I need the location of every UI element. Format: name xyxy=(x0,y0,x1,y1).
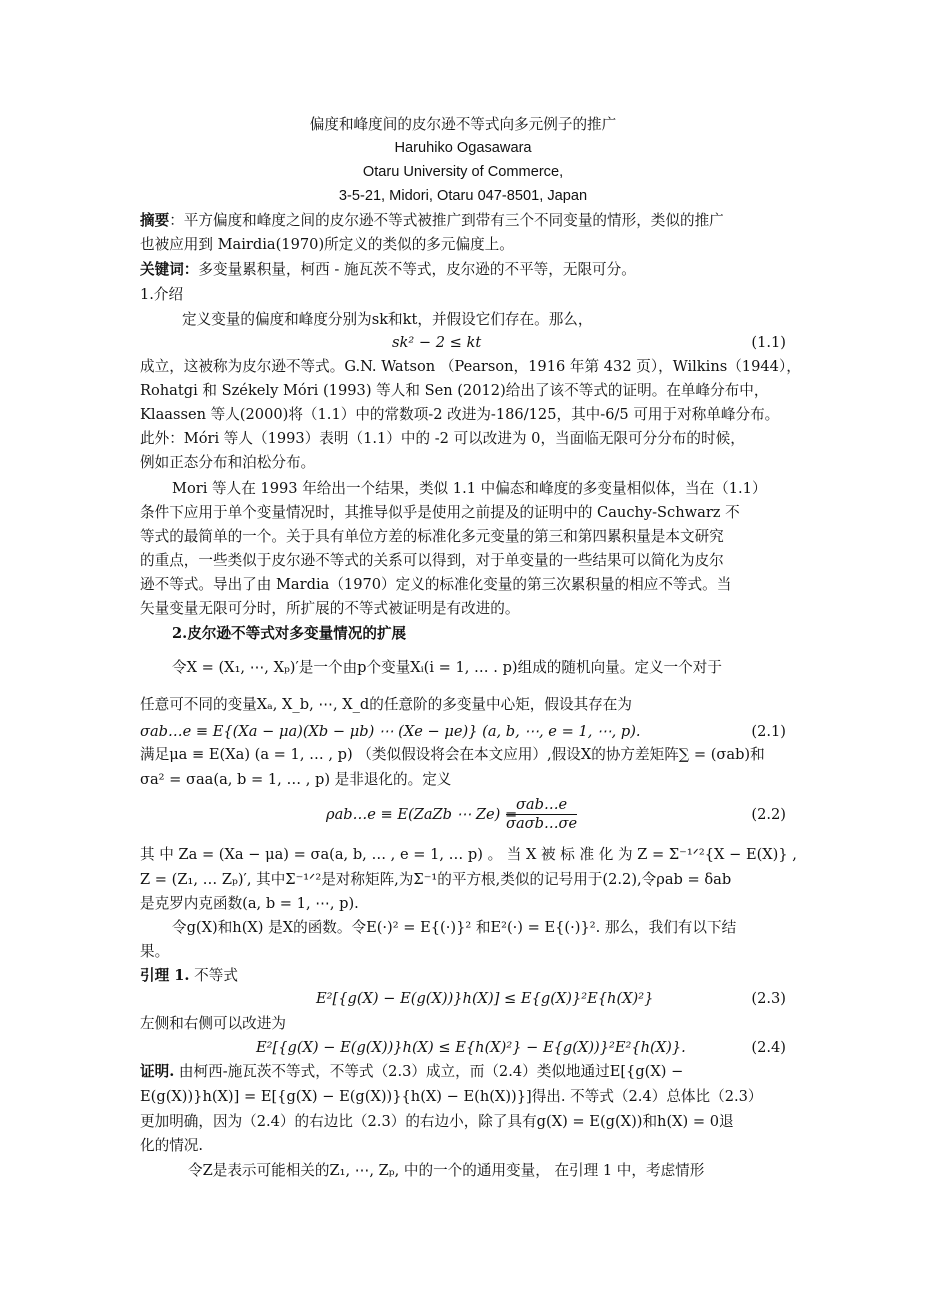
equation-2-1-number: (2.1) xyxy=(751,723,786,740)
lemma-1-label: 引理 1. xyxy=(140,967,190,984)
keywords-label: 关键词： xyxy=(140,261,199,278)
equation-2-4-number: (2.4) xyxy=(751,1039,786,1056)
lemma-1-text: 不等式 xyxy=(189,967,238,984)
s2-line-1: 令X = (X₁, ⋯, Xₚ)′是一个由p个变量Xᵢ(i = 1, … . p)组成的随机向量。定义一个对于 xyxy=(172,659,722,676)
proof-line-4: 化的情况. xyxy=(140,1137,204,1154)
equation-2-3-body: E²[{g(X) − E(g(X))}h(X)] ≤ E{g(X)}²E{h(X)²} xyxy=(316,990,654,1007)
proof-line-1 xyxy=(140,1061,786,1083)
abstract-text-1: ：平方偏度和峰度之间的皮尔逊不等式被推广到带有三个不同变量的情形，类似的推广 xyxy=(169,212,724,229)
equation-2-2-denominator: σaσb…σe xyxy=(506,815,578,832)
proof-label: 证明. xyxy=(140,1063,175,1080)
equation-2-1-body: σab…e ≡ E{(Xa − μa)(Xb − μb) ⋯ (Xe − μe)} (a, b, ⋯, e = 1, ⋯, p). xyxy=(140,723,641,740)
keywords-line xyxy=(140,259,786,281)
section-1-heading: 1.介绍 xyxy=(140,286,184,303)
equation-2-2-lhs: ρab…e ≡ E(ZaZb ⋯ Ze) = xyxy=(326,806,518,823)
s1-p2-line-1: Mori 等人在 1993 年给出一个结果，类似 1.1 中偏态和峰度的多变量相似体，当在（1.1） xyxy=(172,480,767,497)
affiliation: Otaru University of Commerce, xyxy=(362,164,564,180)
equation-2-4-body: E²[{g(X) − E(g(X))}h(X) ≤ E{h(X)²} − E{g(X))}²E²{h(X)}. xyxy=(256,1039,686,1056)
s1-p2-line-3: 等式的最简单的一个。关于具有单位方差的标准化多元变量的第三和第四累积量是本文研究 xyxy=(140,528,724,545)
abstract-label: 摘要 xyxy=(140,212,170,229)
s1-p2-line-6: 矢量变量无限可分时，所扩展的不等式被证明是有改进的。 xyxy=(140,600,520,617)
equation-1-1-body: sk² − 2 ≤ kt xyxy=(392,334,482,351)
equation-1-1-number: (1.1) xyxy=(751,334,786,351)
s1-p1-line-6: 例如正态分布和泊松分布。 xyxy=(140,454,316,471)
s2-line-8: 令g(X)和h(X) 是X的函数。令E(·)² = E{(·)}² 和E²(·) = E{(·)}². 那么，我们有以下结 xyxy=(172,919,737,936)
s1-p2-line-2: 条件下应用于单个变量情况时，其推导似乎是使用之前提及的证明中的 Cauchy-Schwarz 不 xyxy=(140,504,740,521)
abstract-line-2: 也被应用到 Mairdia(1970)所定义的类似的多元偏度上。 xyxy=(140,236,514,253)
section-2-heading: 2.皮尔逊不等式对多变量情况的扩展 xyxy=(172,625,407,642)
lemma-1-between: 左侧和右侧可以改进为 xyxy=(140,1015,286,1032)
s2-line-2: 任意可不同的变量Xₐ, X_b, ⋯, X_d的任意阶的多变量中心矩，假设其存在为 xyxy=(140,696,632,713)
s1-p1-line-1: 定义变量的偏度和峰度分别为sk和kt，并假设它们存在。那么， xyxy=(182,311,593,328)
s2-line-9: 果。 xyxy=(140,943,170,960)
equation-2-2-number: (2.2) xyxy=(751,806,786,823)
proof-line-3: 更加明确，因为（2.4）的右边比（2.3）的右边小，除了具有g(X) = E(g(X))和h(X) = 0退 xyxy=(140,1113,734,1130)
keywords-text: 多变量累积量，柯西 - 施瓦茨不等式，皮尔逊的不平等，无限可分。 xyxy=(198,261,636,278)
equation-2-2-numerator: σab…e xyxy=(506,796,577,815)
s1-p1-line-2: 成立，这被称为皮尔逊不等式。G.N. Watson （Pearson，1916 年第 432 页），Wilkins（1944）， xyxy=(140,358,801,375)
address: 3-5-21, Midori, Otaru 047-8501, Japan xyxy=(338,188,588,204)
proof-text-1: 由柯西-施瓦茨不等式，不等式（2.3）成立，而（2.4）类似地通过E[{g(X) − xyxy=(174,1063,684,1080)
s2-line-5: 其 中 Za = (Xa − μa) = σa(a, b, … , e = 1, … p) 。 当 X 被 标 准 化 为 Z = Σ⁻¹ᐟ²{X − E(X)} , xyxy=(140,846,797,863)
lemma-1-line xyxy=(140,965,786,987)
s1-p1-line-5: 此外：Móri 等人（1993）表明（1.1）中的 -2 可以改进为 0，当面临无限可分分布的时候， xyxy=(140,430,745,447)
proof-line-5: 令Z是表示可能相关的Z₁, ⋯, Zₚ, 中的一个的通用变量， 在引理 1 中，考虑情形 xyxy=(188,1162,705,1179)
equation-2-2-fraction xyxy=(506,796,577,833)
paper-title: 偏度和峰度间的皮尔逊不等式向多元例子的推广 xyxy=(309,116,617,133)
s2-line-7: 是克罗内克函数(a, b = 1, ⋯, p). xyxy=(140,895,359,912)
author-name: Haruhiko Ogasawara xyxy=(394,140,532,156)
s2-line-4: σa² = σaa(a, b = 1, … , p) 是非退化的。定义 xyxy=(140,771,452,788)
proof-line-2: E(g(X))}h(X)] = E[{g(X) − E(g(X))}{h(X) − E(h(X))}]得出. 不等式（2.4）总体比（2.3） xyxy=(140,1088,763,1105)
s1-p2-line-4: 的重点，一些类似于皮尔逊不等式的关系可以得到，对于单变量的一些结果可以简化为皮尔 xyxy=(140,552,724,569)
s1-p2-line-5: 逊不等式。导出了由 Mardia（1970）定义的标准化变量的第三次累积量的相应不等式。当 xyxy=(140,576,732,593)
s2-line-3: 满足μa ≡ E(Xa) (a = 1, … , p) （类似假设将会在本文应用）,假设X的协方差矩阵∑ = (σab)和 xyxy=(140,746,765,763)
s1-p1-line-3: Rohatgi 和 Székely Móri (1993) 等人和 Sen (2012)给出了该不等式的证明。在单峰分布中， xyxy=(140,382,769,399)
s2-line-6: Z = (Z₁, … Zₚ)′, 其中Σ⁻¹ᐟ²是对称矩阵,为Σ⁻¹的平方根,类似的记号用于(2.2),令ρab = δab xyxy=(140,871,732,888)
s1-p1-line-4: Klaassen 等人(2000)将（1.1）中的常数项-2 改进为-186/125，其中-6/5 可用于对称单峰分布。 xyxy=(140,406,780,423)
equation-2-2 xyxy=(140,796,786,840)
abstract-line-1 xyxy=(140,210,786,232)
equation-2-3-number: (2.3) xyxy=(751,990,786,1007)
